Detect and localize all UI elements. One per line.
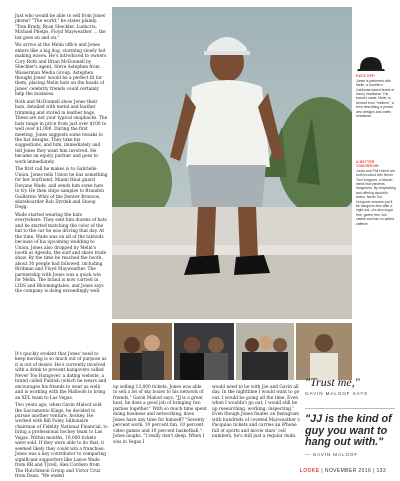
paragraph: The first call he makes is to Gabrielle Union. Jones tells Union he has something for her boyfriend, Miami Heat guard Dwyane Wade, and sends him some hats to try. He then ships samples to Brandon Guillermo Whiz of the Denver Broncos, skateboarder Rob Dyrdek and Snoop Dogg. bbox=[15, 167, 108, 211]
footer-separator: | bbox=[321, 468, 325, 474]
main-photo bbox=[112, 7, 352, 319]
paragraph: Two years ago, when Gavin Maloof sold the Sacramento Kings, he decided to pursue another venture, hockey. He worked with Bill Foley, billionaire chairman of Fidelity National Financial, to bring a professional hockey team to Las Vegas. Within months, 10,000 tickets were sold. If they were able to do that, it seemed likely they could win a franchise. Jones was a key contributor to comparing significant supporters like Lance Wade from RR and Tyrell, Alex Cordero from The Hutchinson Group and Victor Cruz from Dean. "We ended bbox=[15, 403, 108, 479]
quote-attribution: — GAVIN MALOOF bbox=[305, 451, 359, 457]
article-column-top bbox=[15, 14, 108, 297]
paragraph: Roth and McDonnell show Jones their hats, detailed with metal and leather trimming and stored in leather bags. These are not your typical snapbacks. The hats range in price from just over $100 to well over $1,000. During the first meeting, Jones suggests some tweaks to the hat designs. They take his suggestions, and him, immediately and tell Jones they want him involved. He became an equity partner and goes to work immediately. bbox=[15, 99, 108, 165]
sidebar-heading: A BETTER TOMORROW: bbox=[356, 160, 380, 169]
group-photo bbox=[174, 323, 234, 380]
strip-photo-4 bbox=[296, 323, 352, 380]
paragraph: would need to be with Joe and Gavin all day. In the nighttime I would want to go out. I would be going all the time. Even when I wouldn't go out, I would still be up researching, working, inspecting." Even though Jones fixates on Instagram with hundreds of coveted Mayweather v. Pacquiao tickets and carries an iPhone full of sports and movie stars' cell numbers, he's still just a regular dude. bbox=[212, 385, 301, 440]
quote-text: "Trust me," bbox=[305, 375, 360, 389]
group-photo bbox=[296, 323, 352, 380]
group-photo bbox=[112, 323, 172, 380]
strip-photo-1 bbox=[112, 323, 172, 380]
sidebar-text: Jones and Phil Hollorf are both involved with Never Too Hungover, a vitamin blend that prevents hangovers. By rehydrating and offering alcohol's toxins, Never Too Hungover ensures you'll be hangover-free after a night out—it's also sugar free, gluten free, low calorie and has no added caffeine. bbox=[356, 168, 396, 226]
paragraph: up selling 13,000 tickets. Jones was able to sell a lot of sky boxes to his network of friends," Gavin Maloof says. "JJ is a great host, he does a good job of bringing two parties together." With so much time spent doing business and networking, does Jones have any time for himself? "Seventy percent work, 10 percent fun, 10 percent video games and 10 percent basketball," Jones laughs. "I really don't sleep. When I was in Vegas I bbox=[113, 385, 207, 445]
article-column-2 bbox=[113, 385, 207, 447]
quote-attribution: GAVIN MALOOF SAYS bbox=[305, 391, 369, 396]
cap-icon bbox=[356, 55, 386, 73]
pull-quote-2 bbox=[305, 414, 397, 457]
group-photo bbox=[236, 323, 294, 380]
page-footer bbox=[300, 468, 386, 474]
strip-photo-2 bbox=[174, 323, 234, 380]
magazine-brand: LOOKE bbox=[299, 468, 320, 474]
paragraph: Wade started wearing the hats everywhere. They sent him dozens of hats and he started matching the color of the hat to the car he was driving that day. At the time, Wade was on all of the tabloids because of his upcoming wedding to Union. Jones also dropped by Melin's booth at Agenda, the surf and skate trade show. By the time he reached the booth, about 30 people had followed, including Birdman and Floyd Mayweather. The partnership with Jones was a quick win for Melin. The brand is now carried in LIDS and Bloomingdales, and Jones says the company is doing exceedingly well. bbox=[15, 212, 107, 295]
quote-text: "JJ is the kind of guy you want to hang out with." bbox=[305, 413, 392, 448]
sidebar-hats-off bbox=[356, 55, 396, 118]
portrait-photo bbox=[112, 7, 352, 319]
paragraph: It's quickly evident that Jones' need to keep moving is so much out of purpose as it is out of desire. He's currently involved with a drink to prevent hangovers called Never Too Hungover, a dating website, a brand called Publish (which he wears and encourages his friends to wear as well) and is working with the Malloofs to bring an XFL team to Las Vegas. bbox=[15, 352, 107, 401]
paragraph: Just who would be able to sell from Jones' phone? "The world," he states plainly. "Tom Brady, Ryan Sheckler, Ludacris, Michael Phelps, Floyd Mayweather ... the list goes on and on." bbox=[15, 14, 107, 41]
sidebar-better-tomorrow bbox=[356, 160, 396, 226]
article-column-1 bbox=[15, 352, 108, 481]
pull-quote-1 bbox=[305, 376, 395, 396]
sidebar-heading: HATS OFF: bbox=[356, 74, 376, 79]
paragraph: We arrive at the Melin office and Jones enters like a big dog, storming slowly but making waves. He's introduced to owners Cory Roth and Brian McDonnell by Sheckler's agent, Steve Astephen from Wasserman Media Group. Astephen thought Jones' would be a perfect fit for them, placing Melin hats on the heads of Jones' celebrity friends could certainly help the business. bbox=[15, 43, 107, 98]
footer-separator: | bbox=[372, 468, 377, 474]
divider bbox=[305, 408, 395, 409]
strip-photo-3 bbox=[236, 323, 294, 380]
sidebar-text: Jones is partnered with Melin, a Southern California-based brand of luxury headwear. The brand's name, Melin, is derived from "mélinee," a term describing a person who designs and crafts headwear. bbox=[356, 78, 395, 119]
article-column-3 bbox=[212, 385, 302, 442]
page-number: 133 bbox=[376, 468, 386, 474]
issue-date: NOVEMBER 2016 bbox=[324, 468, 372, 474]
